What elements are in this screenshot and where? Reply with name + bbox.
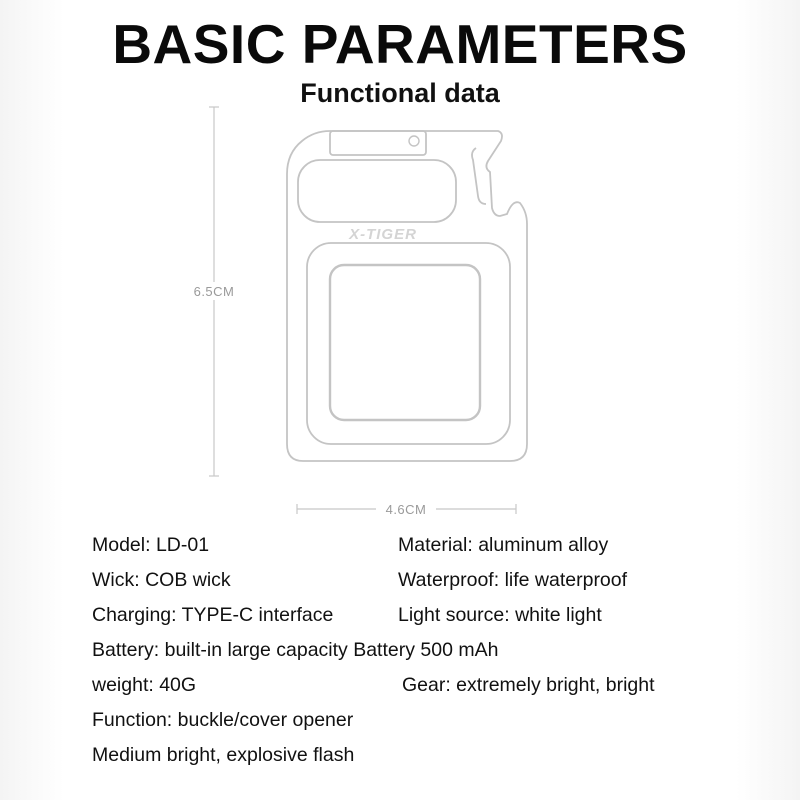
cob-panel — [330, 265, 480, 420]
spec-row — [92, 565, 772, 600]
spec-modes: Medium bright, explosive flash — [92, 744, 355, 766]
spec-model: Model: LD-01 — [92, 534, 210, 556]
spec-waterproof: Waterproof: life waterproof — [398, 569, 628, 591]
height-dimension — [186, 107, 242, 476]
carabiner-hole — [298, 160, 456, 222]
spec-function: Function: buckle/cover opener — [92, 709, 354, 731]
carabiner-gate — [330, 131, 426, 155]
spec-charging: Charging: TYPE-C interface — [92, 604, 334, 626]
device-body — [287, 131, 527, 461]
spec-weight: weight: 40G — [92, 674, 197, 696]
spec-gear: Gear: extremely bright, bright — [402, 674, 655, 696]
spec-row — [92, 635, 772, 670]
width-dimension — [297, 500, 516, 518]
keychain-light-outline — [287, 131, 527, 461]
gate-screw-icon — [409, 136, 419, 146]
spec-light-source: Light source: white light — [398, 604, 602, 626]
spec-row — [92, 600, 772, 635]
spec-row — [92, 705, 772, 740]
bottle-opener-notch — [472, 148, 486, 204]
page-title: BASIC PARAMETERS — [112, 13, 688, 75]
spec-row — [92, 530, 772, 565]
height-label: 6.5CM — [193, 284, 235, 299]
spec-row — [92, 740, 772, 775]
spec-table — [92, 530, 772, 775]
spec-material: Material: aluminum alloy — [398, 534, 609, 556]
width-label: 4.6CM — [385, 502, 427, 517]
spec-battery: Battery: built-in large capacity Battery 500 mAh — [92, 639, 499, 661]
page-subtitle: Functional data — [300, 78, 500, 108]
brand-logo-text: X-TIGER — [349, 226, 417, 243]
spec-row — [92, 670, 772, 705]
spec-wick: Wick: COB wick — [92, 569, 231, 591]
